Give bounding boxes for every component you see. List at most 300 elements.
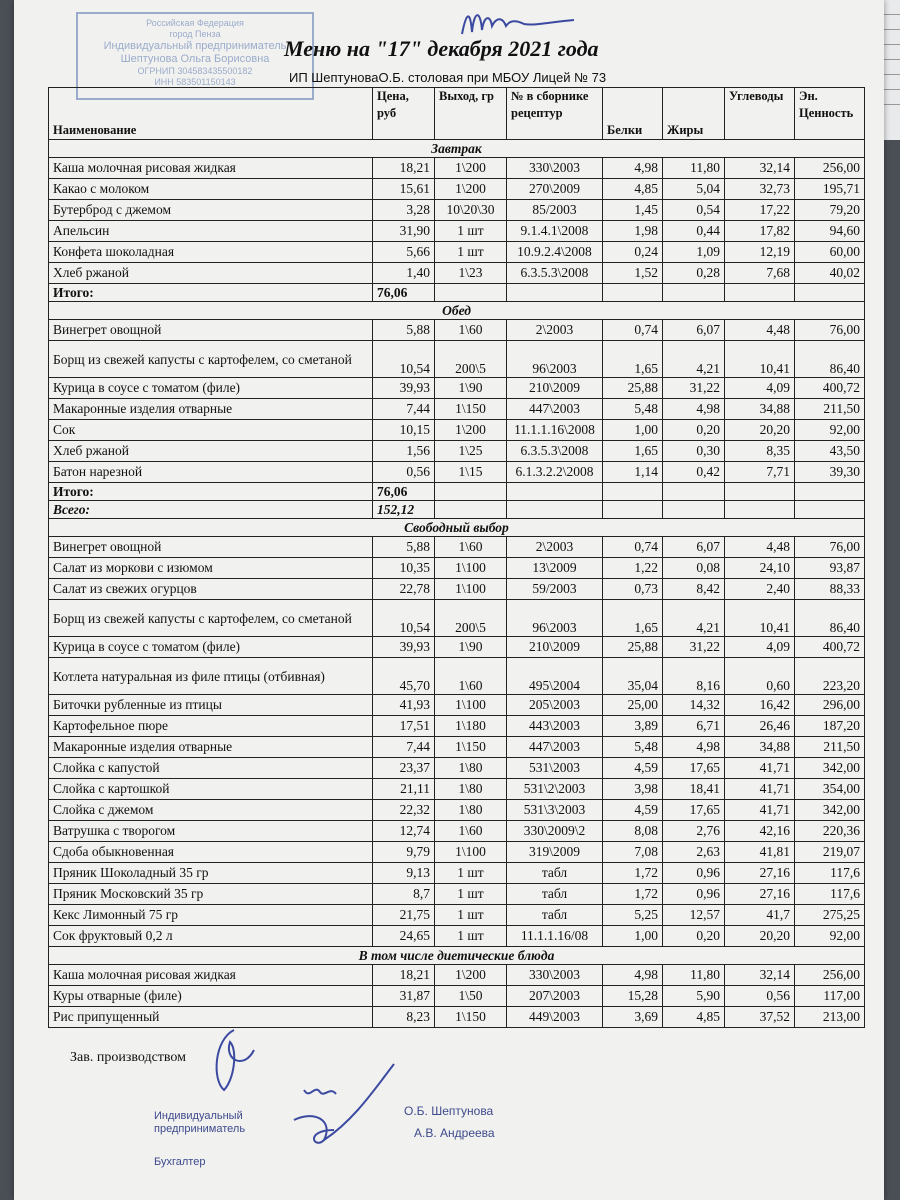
table-row xyxy=(49,863,865,884)
cell-yield: 1\180 xyxy=(435,716,507,737)
empty-cell xyxy=(603,483,663,501)
cell-carbs: 27,16 xyxy=(725,863,795,884)
cell-fat: 12,57 xyxy=(663,905,725,926)
cell-name: Ватрушка с творогом xyxy=(49,821,373,842)
cell-yield: 1\200 xyxy=(435,965,507,986)
table-row xyxy=(49,821,865,842)
cell-energy: 86,40 xyxy=(795,600,865,637)
cell-recipe: 330\2003 xyxy=(507,158,603,179)
cell-protein: 4,59 xyxy=(603,800,663,821)
cell-energy: 354,00 xyxy=(795,779,865,800)
cell-energy: 223,20 xyxy=(795,658,865,695)
header-row xyxy=(49,88,865,140)
cell-protein: 0,24 xyxy=(603,242,663,263)
col-fat-header: Жиры xyxy=(663,88,725,140)
cell-yield: 1 шт xyxy=(435,863,507,884)
cell-name: Сок xyxy=(49,420,373,441)
total-value: 76,06 xyxy=(373,483,435,501)
menu-page xyxy=(14,0,884,1200)
cell-protein: 1,65 xyxy=(603,600,663,637)
cell-fat: 8,16 xyxy=(663,658,725,695)
cell-energy: 60,00 xyxy=(795,242,865,263)
cell-energy: 256,00 xyxy=(795,158,865,179)
signature-production xyxy=(194,1020,264,1100)
cell-name: Слойка с джемом xyxy=(49,800,373,821)
cell-price: 22,32 xyxy=(373,800,435,821)
cell-name: Апельсин xyxy=(49,221,373,242)
cell-protein: 5,48 xyxy=(603,399,663,420)
cell-protein: 3,89 xyxy=(603,716,663,737)
cell-protein: 1,65 xyxy=(603,441,663,462)
stamp-line: Шептунова Ольга Борисовна xyxy=(120,53,270,65)
table-row xyxy=(49,579,865,600)
table-row xyxy=(49,179,865,200)
cell-price: 23,37 xyxy=(373,758,435,779)
cell-price: 18,21 xyxy=(373,965,435,986)
empty-cell xyxy=(795,284,865,302)
cell-energy: 76,00 xyxy=(795,537,865,558)
cell-energy: 342,00 xyxy=(795,800,865,821)
cell-name: Борщ из свежей капусты с картофелем, со сметаной xyxy=(49,600,373,637)
cell-name: Куры отварные (филе) xyxy=(49,986,373,1007)
cell-protein: 1,72 xyxy=(603,863,663,884)
cell-carbs: 32,14 xyxy=(725,158,795,179)
empty-cell xyxy=(725,284,795,302)
cell-protein: 0,74 xyxy=(603,320,663,341)
cell-energy: 88,33 xyxy=(795,579,865,600)
cell-yield: 1\23 xyxy=(435,263,507,284)
cell-energy: 92,00 xyxy=(795,926,865,947)
cell-fat: 11,80 xyxy=(663,965,725,986)
section-header xyxy=(49,140,865,158)
cell-carbs: 17,22 xyxy=(725,200,795,221)
empty-cell xyxy=(725,483,795,501)
table-row xyxy=(49,884,865,905)
cell-recipe: 319\2009 xyxy=(507,842,603,863)
cell-protein: 3,69 xyxy=(603,1007,663,1028)
col-recipe-header: № в сборнике рецептур xyxy=(507,88,603,140)
cell-protein: 0,73 xyxy=(603,579,663,600)
total-value: 152,12 xyxy=(373,501,435,519)
entrepreneur-name: О.Б. Шептунова xyxy=(404,1104,494,1118)
empty-cell xyxy=(507,501,603,519)
cell-name: Макаронные изделия отварные xyxy=(49,399,373,420)
cell-recipe: 85/2003 xyxy=(507,200,603,221)
cell-price: 22,78 xyxy=(373,579,435,600)
cell-name: Кекс Лимонный 75 гр xyxy=(49,905,373,926)
cell-protein: 1,45 xyxy=(603,200,663,221)
cell-energy: 92,00 xyxy=(795,420,865,441)
cell-name: Слойка с капустой xyxy=(49,758,373,779)
cell-protein: 4,85 xyxy=(603,179,663,200)
empty-cell xyxy=(435,501,507,519)
cell-protein: 4,98 xyxy=(603,158,663,179)
cell-yield: 1\25 xyxy=(435,441,507,462)
cell-recipe: 11.1.1.16\2008 xyxy=(507,420,603,441)
signature-top xyxy=(454,4,584,38)
cell-recipe: 531\3\2003 xyxy=(507,800,603,821)
cell-energy: 296,00 xyxy=(795,695,865,716)
cell-energy: 275,25 xyxy=(795,905,865,926)
cell-recipe: 330\2003 xyxy=(507,965,603,986)
empty-cell xyxy=(507,483,603,501)
cell-price: 45,70 xyxy=(373,658,435,695)
cell-recipe: 531\2\2003 xyxy=(507,779,603,800)
cell-carbs: 26,46 xyxy=(725,716,795,737)
table-row xyxy=(49,779,865,800)
cell-protein: 1,14 xyxy=(603,462,663,483)
stamp-line: ИНН 583501150143 xyxy=(154,77,236,87)
cell-name: Какао с молоком xyxy=(49,179,373,200)
empty-cell xyxy=(603,284,663,302)
cell-protein: 25,88 xyxy=(603,378,663,399)
cell-fat: 17,65 xyxy=(663,800,725,821)
cell-name: Картофельное пюре xyxy=(49,716,373,737)
cell-protein: 7,08 xyxy=(603,842,663,863)
cell-recipe: 6.1.3.2.2\2008 xyxy=(507,462,603,483)
cell-name: Бутерброд с джемом xyxy=(49,200,373,221)
cell-yield: 200\5 xyxy=(435,341,507,378)
table-row xyxy=(49,965,865,986)
cell-price: 5,88 xyxy=(373,320,435,341)
cell-carbs: 37,52 xyxy=(725,1007,795,1028)
cell-name: Салат из моркови с изюмом xyxy=(49,558,373,579)
table-row xyxy=(49,221,865,242)
cell-energy: 342,00 xyxy=(795,758,865,779)
cell-yield: 1 шт xyxy=(435,242,507,263)
table-row xyxy=(49,242,865,263)
cell-carbs: 12,19 xyxy=(725,242,795,263)
cell-energy: 79,20 xyxy=(795,200,865,221)
cell-yield: 1\90 xyxy=(435,637,507,658)
cell-recipe: 205\2003 xyxy=(507,695,603,716)
section-title: Свободный выбор xyxy=(49,519,865,537)
cell-carbs: 27,16 xyxy=(725,884,795,905)
col-protein-header: Белки xyxy=(603,88,663,140)
cell-fat: 6,07 xyxy=(663,320,725,341)
cell-recipe: 59/2003 xyxy=(507,579,603,600)
cell-energy: 400,72 xyxy=(795,378,865,399)
cell-yield: 1\80 xyxy=(435,800,507,821)
cell-yield: 1\150 xyxy=(435,399,507,420)
cell-energy: 76,00 xyxy=(795,320,865,341)
cell-protein: 15,28 xyxy=(603,986,663,1007)
empty-cell xyxy=(435,483,507,501)
cell-fat: 4,98 xyxy=(663,737,725,758)
cell-fat: 0,28 xyxy=(663,263,725,284)
cell-carbs: 7,68 xyxy=(725,263,795,284)
stamp-line: город Пенза xyxy=(169,29,221,39)
cell-price: 0,56 xyxy=(373,462,435,483)
cell-recipe: 531\2003 xyxy=(507,758,603,779)
cell-recipe: 330\2009\2 xyxy=(507,821,603,842)
cell-price: 8,23 xyxy=(373,1007,435,1028)
cell-carbs: 4,48 xyxy=(725,537,795,558)
cell-name: Винегрет овощной xyxy=(49,320,373,341)
stamp-line: Индивидуальный предприниматель xyxy=(103,40,287,52)
cell-name: Винегрет овощной xyxy=(49,537,373,558)
cell-price: 10,15 xyxy=(373,420,435,441)
cell-fat: 17,65 xyxy=(663,758,725,779)
cell-price: 31,87 xyxy=(373,986,435,1007)
cell-protein: 3,98 xyxy=(603,779,663,800)
cell-energy: 39,30 xyxy=(795,462,865,483)
cell-name: Слойка с картошкой xyxy=(49,779,373,800)
cell-yield: 1 шт xyxy=(435,884,507,905)
signature-director xyxy=(284,1060,414,1160)
cell-fat: 11,80 xyxy=(663,158,725,179)
cell-recipe: 495\2004 xyxy=(507,658,603,695)
cell-energy: 94,60 xyxy=(795,221,865,242)
cell-recipe: 210\2009 xyxy=(507,637,603,658)
cell-name: Конфета шоколадная xyxy=(49,242,373,263)
cell-price: 39,93 xyxy=(373,637,435,658)
cell-fat: 0,42 xyxy=(663,462,725,483)
table-row xyxy=(49,200,865,221)
cell-fat: 5,04 xyxy=(663,179,725,200)
cell-carbs: 2,40 xyxy=(725,579,795,600)
cell-carbs: 4,09 xyxy=(725,378,795,399)
cell-recipe: 96\2003 xyxy=(507,341,603,378)
cell-name: Пряник Московский 35 гр xyxy=(49,884,373,905)
cell-protein: 1,72 xyxy=(603,884,663,905)
cell-yield: 1 шт xyxy=(435,221,507,242)
cell-name: Хлеб ржаной xyxy=(49,263,373,284)
col-energy-header: Эн. Ценность xyxy=(795,88,865,140)
cell-protein: 4,59 xyxy=(603,758,663,779)
cell-price: 39,93 xyxy=(373,378,435,399)
cell-carbs: 41,81 xyxy=(725,842,795,863)
cell-recipe: 13\2009 xyxy=(507,558,603,579)
cell-recipe: 447\2003 xyxy=(507,399,603,420)
cell-recipe: 449\2003 xyxy=(507,1007,603,1028)
cell-carbs: 0,56 xyxy=(725,986,795,1007)
cell-price: 8,7 xyxy=(373,884,435,905)
cell-name: Каша молочная рисовая жидкая xyxy=(49,965,373,986)
cell-yield: 1\200 xyxy=(435,179,507,200)
cell-recipe: 447\2003 xyxy=(507,737,603,758)
table-row xyxy=(49,420,865,441)
cell-name: Батон нарезной xyxy=(49,462,373,483)
cell-price: 5,88 xyxy=(373,537,435,558)
total-row xyxy=(49,501,865,519)
cell-yield: 1\80 xyxy=(435,779,507,800)
cell-carbs: 24,10 xyxy=(725,558,795,579)
cell-yield: 1\200 xyxy=(435,420,507,441)
cell-carbs: 10,41 xyxy=(725,600,795,637)
stamp-line: Российская Федерация xyxy=(146,18,244,28)
empty-cell xyxy=(663,483,725,501)
cell-price: 3,28 xyxy=(373,200,435,221)
page-subtitle: ИП ШептуноваО.Б. столовая при МБОУ Лицей № 73 xyxy=(289,70,607,85)
cell-energy: 256,00 xyxy=(795,965,865,986)
table-row xyxy=(49,399,865,420)
empty-cell xyxy=(725,501,795,519)
cell-recipe: табл xyxy=(507,905,603,926)
cell-price: 31,90 xyxy=(373,221,435,242)
section-header xyxy=(49,302,865,320)
cell-carbs: 32,73 xyxy=(725,179,795,200)
section-header xyxy=(49,519,865,537)
cell-carbs: 42,16 xyxy=(725,821,795,842)
empty-cell xyxy=(663,501,725,519)
total-label: Итого: xyxy=(49,483,373,501)
empty-cell xyxy=(795,501,865,519)
cell-recipe: 6.3.5.3\2008 xyxy=(507,441,603,462)
cell-recipe: табл xyxy=(507,884,603,905)
cell-name: Пряник Шоколадный 35 гр xyxy=(49,863,373,884)
cell-energy: 211,50 xyxy=(795,737,865,758)
cell-fat: 1,09 xyxy=(663,242,725,263)
cell-recipe: 6.3.5.3\2008 xyxy=(507,263,603,284)
cell-carbs: 20,20 xyxy=(725,926,795,947)
cell-carbs: 17,82 xyxy=(725,221,795,242)
cell-recipe: 2\2003 xyxy=(507,537,603,558)
total-row xyxy=(49,284,865,302)
cell-protein: 8,08 xyxy=(603,821,663,842)
cell-fat: 0,96 xyxy=(663,863,725,884)
cell-energy: 220,36 xyxy=(795,821,865,842)
cell-energy: 86,40 xyxy=(795,341,865,378)
cell-name: Сок фруктовый 0,2 л xyxy=(49,926,373,947)
cell-yield: 1\60 xyxy=(435,658,507,695)
cell-energy: 211,50 xyxy=(795,399,865,420)
cell-name: Каша молочная рисовая жидкая xyxy=(49,158,373,179)
table-row xyxy=(49,695,865,716)
cell-energy: 117,6 xyxy=(795,863,865,884)
cell-price: 41,93 xyxy=(373,695,435,716)
cell-name: Салат из свежих огурцов xyxy=(49,579,373,600)
table-row xyxy=(49,441,865,462)
section-title: Обед xyxy=(49,302,865,320)
cell-yield: 10\20\30 xyxy=(435,200,507,221)
cell-fat: 5,90 xyxy=(663,986,725,1007)
cell-fat: 6,07 xyxy=(663,537,725,558)
cell-price: 1,56 xyxy=(373,441,435,462)
cell-fat: 18,41 xyxy=(663,779,725,800)
cell-protein: 1,00 xyxy=(603,926,663,947)
cell-fat: 0,30 xyxy=(663,441,725,462)
cell-carbs: 10,41 xyxy=(725,341,795,378)
cell-fat: 31,22 xyxy=(663,378,725,399)
table-row xyxy=(49,905,865,926)
page-title: Меню на "17" декабря 2021 года xyxy=(284,36,599,61)
cell-recipe: 443\2003 xyxy=(507,716,603,737)
total-row xyxy=(49,483,865,501)
table-row xyxy=(49,558,865,579)
cell-recipe: 207\2003 xyxy=(507,986,603,1007)
cell-carbs: 8,35 xyxy=(725,441,795,462)
cell-carbs: 4,09 xyxy=(725,637,795,658)
cell-protein: 0,74 xyxy=(603,537,663,558)
cell-energy: 117,6 xyxy=(795,884,865,905)
cell-price: 10,54 xyxy=(373,600,435,637)
cell-carbs: 4,48 xyxy=(725,320,795,341)
cell-name: Макаронные изделия отварные xyxy=(49,737,373,758)
cell-yield: 1\100 xyxy=(435,695,507,716)
cell-energy: 93,87 xyxy=(795,558,865,579)
cell-carbs: 34,88 xyxy=(725,399,795,420)
cell-fat: 2,63 xyxy=(663,842,725,863)
table-row xyxy=(49,600,865,637)
menu-table xyxy=(48,87,865,1028)
accountant-label: Бухгалтер xyxy=(154,1156,206,1168)
cell-name: Сдоба обыкновенная xyxy=(49,842,373,863)
cell-recipe: 10.9.2.4\2008 xyxy=(507,242,603,263)
stamp-line: ОГРНИП 304583435500182 xyxy=(137,66,253,76)
cell-price: 9,13 xyxy=(373,863,435,884)
total-label: Итого: xyxy=(49,284,373,302)
cell-price: 7,44 xyxy=(373,737,435,758)
cell-name: Котлета натуральная из филе птицы (отбивная) xyxy=(49,658,373,695)
cell-fat: 4,85 xyxy=(663,1007,725,1028)
cell-recipe: 9.1.4.1\2008 xyxy=(507,221,603,242)
cell-fat: 31,22 xyxy=(663,637,725,658)
cell-fat: 0,96 xyxy=(663,884,725,905)
cell-carbs: 32,14 xyxy=(725,965,795,986)
cell-protein: 25,00 xyxy=(603,695,663,716)
cell-fat: 4,98 xyxy=(663,399,725,420)
empty-cell xyxy=(795,483,865,501)
table-row xyxy=(49,986,865,1007)
cell-fat: 8,42 xyxy=(663,579,725,600)
cell-yield: 1\60 xyxy=(435,320,507,341)
cell-yield: 1\50 xyxy=(435,986,507,1007)
cell-recipe: 11.1.1.16/08 xyxy=(507,926,603,947)
cell-energy: 195,71 xyxy=(795,179,865,200)
cell-price: 10,35 xyxy=(373,558,435,579)
cell-price: 18,21 xyxy=(373,158,435,179)
table-row xyxy=(49,537,865,558)
cell-fat: 6,71 xyxy=(663,716,725,737)
table-row xyxy=(49,842,865,863)
cell-protein: 1,00 xyxy=(603,420,663,441)
menu-body xyxy=(49,140,865,1028)
cell-protein: 35,04 xyxy=(603,658,663,695)
section-header xyxy=(49,947,865,965)
cell-yield: 1\15 xyxy=(435,462,507,483)
cell-carbs: 41,71 xyxy=(725,779,795,800)
cell-name: Рис припущенный xyxy=(49,1007,373,1028)
cell-fat: 4,21 xyxy=(663,341,725,378)
table-row xyxy=(49,378,865,399)
cell-price: 21,11 xyxy=(373,779,435,800)
cell-recipe: 2\2003 xyxy=(507,320,603,341)
col-price-header: Цена, руб xyxy=(373,88,435,140)
cell-price: 21,75 xyxy=(373,905,435,926)
section-title: В том числе диетические блюда xyxy=(49,947,865,965)
col-name-header: Наименование xyxy=(49,88,373,140)
table-row xyxy=(49,716,865,737)
section-title: Завтрак xyxy=(49,140,865,158)
cell-energy: 400,72 xyxy=(795,637,865,658)
cell-price: 1,40 xyxy=(373,263,435,284)
cell-yield: 1\100 xyxy=(435,842,507,863)
empty-cell xyxy=(435,284,507,302)
cell-energy: 213,00 xyxy=(795,1007,865,1028)
cell-price: 10,54 xyxy=(373,341,435,378)
cell-yield: 1\150 xyxy=(435,1007,507,1028)
col-yield-header: Выход, гр xyxy=(435,88,507,140)
cell-carbs: 34,88 xyxy=(725,737,795,758)
empty-cell xyxy=(603,501,663,519)
cell-yield: 1 шт xyxy=(435,905,507,926)
cell-recipe: 210\2009 xyxy=(507,378,603,399)
table-row xyxy=(49,637,865,658)
cell-protein: 4,98 xyxy=(603,965,663,986)
cell-energy: 40,02 xyxy=(795,263,865,284)
cell-carbs: 41,71 xyxy=(725,800,795,821)
